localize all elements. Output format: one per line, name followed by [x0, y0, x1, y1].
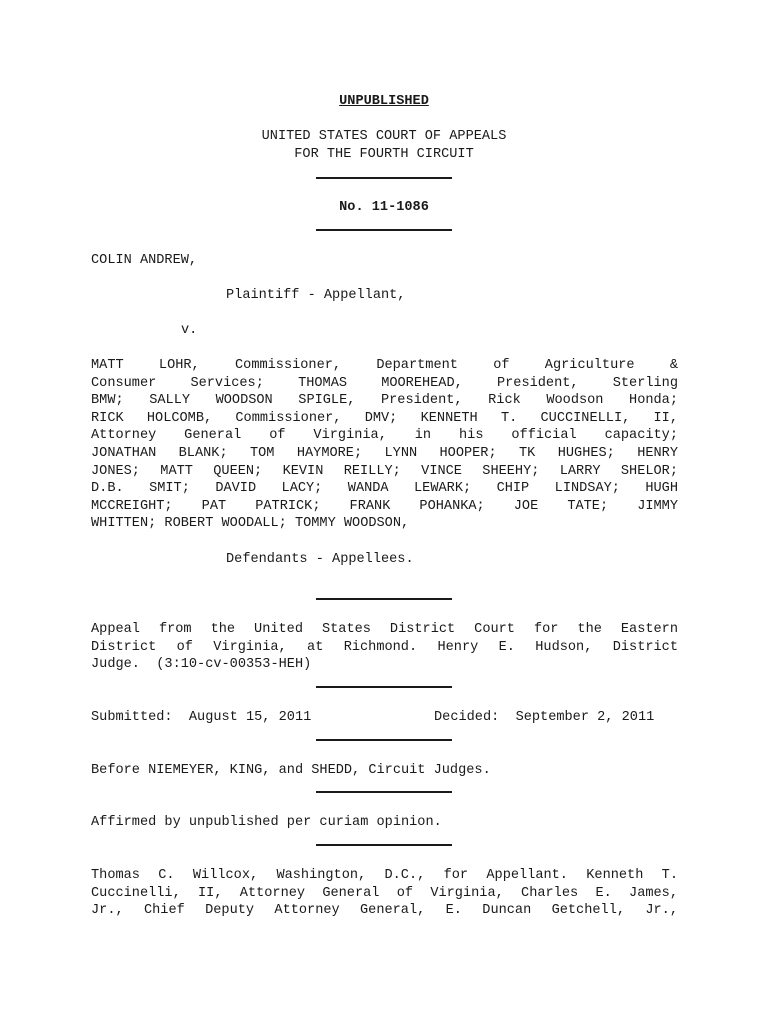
- divider-rule: [316, 686, 452, 688]
- defendants-line: D.B. SMIT; DAVID LACY; WANDA LEWARK; CHIP LINDSAY; HUGH: [91, 481, 678, 497]
- defendants-line: WHITTEN; ROBERT WOODALL; TOMMY WOODSON,: [91, 516, 410, 532]
- unpublished-label: UNPUBLISHED: [339, 94, 429, 109]
- appeal-line: Judge. (3:10-cv-00353-HEH): [91, 657, 312, 673]
- counsel-line: Cuccinelli, II, Attorney General of Virginia, Charles E. James,: [91, 885, 678, 901]
- appeal-line: Appeal from the United States District Court for the Eastern: [91, 622, 678, 637]
- divider-rule: [316, 229, 452, 231]
- plaintiff-role: Plaintiff - Appellant,: [226, 288, 406, 303]
- defendants-line: RICK HOLCOMB, Commissioner, DMV; KENNETH T. CUCCINELLI, II,: [91, 410, 678, 426]
- submitted-date: Submitted: August 15, 2011: [91, 710, 312, 725]
- defendants-line: MCCREIGHT; PAT PATRICK; FRANK POHANKA; JOE TATE; JIMMY: [91, 498, 678, 514]
- plaintiff-name: COLIN ANDREW,: [91, 253, 198, 268]
- defendants-line: Consumer Services; THOMAS MOOREHEAD, President, Sterling: [91, 375, 678, 391]
- versus-label: v.: [181, 323, 198, 338]
- divider-rule: [316, 791, 452, 793]
- defendants-line: JONATHAN BLANK; TOM HAYMORE; LYNN HOOPER; TK HUGHES; HENRY: [91, 446, 678, 461]
- disposition: Affirmed by unpublished per curiam opinion.: [91, 815, 442, 830]
- panel-judges: Before NIEMEYER, KING, and SHEDD, Circuit Judges.: [91, 763, 491, 778]
- defendants-line: BMW; SALLY WOODSON SPIGLE, President, Rick Woodson Honda;: [91, 393, 678, 409]
- decided-date: Decided: September 2, 2011: [434, 710, 655, 725]
- appeal-line: District of Virginia, at Richmond. Henry E. Hudson, District: [91, 639, 678, 655]
- divider-rule: [316, 177, 452, 179]
- divider-rule: [316, 739, 452, 741]
- divider-rule: [316, 598, 452, 600]
- defendants-line: MATT LOHR, Commissioner, Department of Agriculture &: [91, 358, 678, 373]
- counsel-line: Jr., Chief Deputy Attorney General, E. Duncan Getchell, Jr.,: [91, 903, 678, 919]
- case-number: No. 11-1086: [339, 200, 429, 215]
- defendants-role: Defendants - Appellees.: [226, 552, 414, 567]
- divider-rule: [316, 844, 452, 846]
- defendants-line: JONES; MATT QUEEN; KEVIN REILLY; VINCE SHEEHY; LARRY SHELOR;: [91, 463, 678, 479]
- court-name-line1: UNITED STATES COURT OF APPEALS: [261, 129, 507, 144]
- counsel-line: Thomas C. Willcox, Washington, D.C., for Appellant. Kenneth T.: [91, 868, 678, 883]
- defendants-line: Attorney General of Virginia, in his official capacity;: [91, 428, 678, 444]
- court-name-line2: FOR THE FOURTH CIRCUIT: [294, 147, 474, 162]
